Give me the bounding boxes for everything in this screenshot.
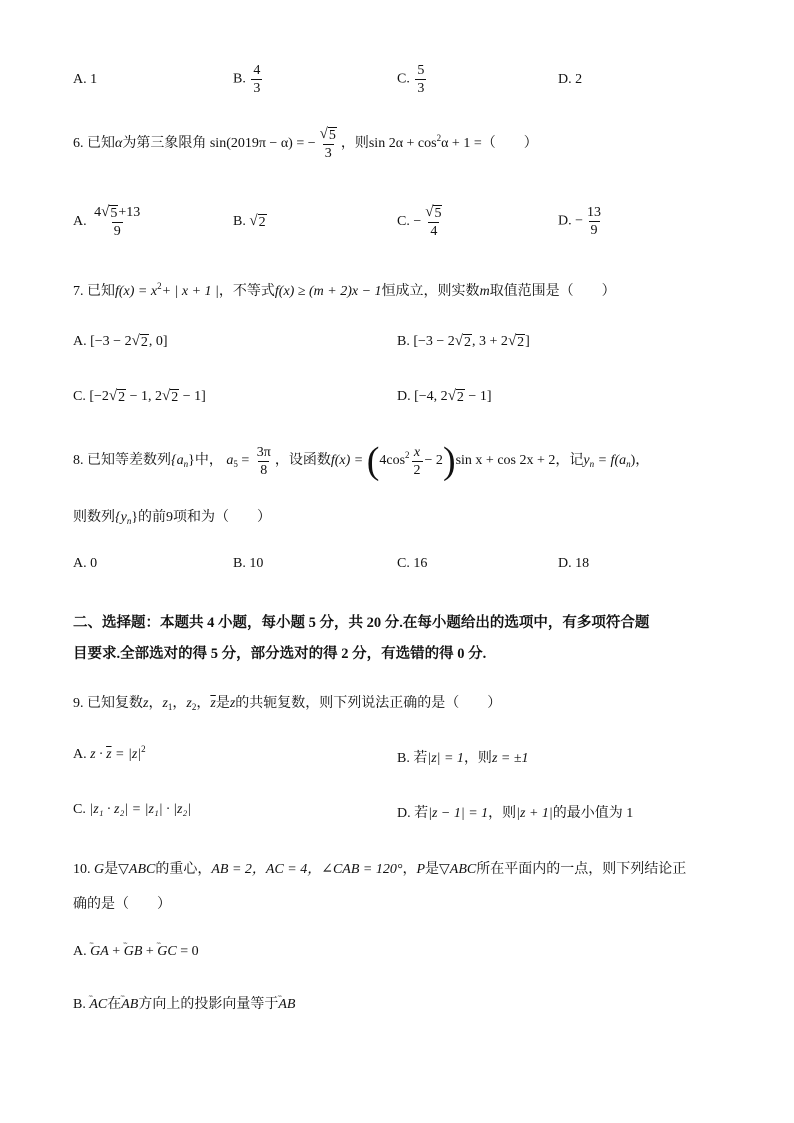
fraction: √ 5 3 — [319, 126, 336, 161]
fraction: $\frac{3\pi}{8}$ — [256, 444, 271, 478]
section-2-heading-line2: 目要求.全部选对的得 5 分，部分选对的得 2 分，有选错的得 0 分. — [73, 646, 487, 662]
q7-option-d: D. [−4, 2 √ 2 − 1] — [397, 388, 492, 405]
math-expression: sin(2019π − α) = − — [209, 136, 316, 152]
question-6-stem: 6. 已知α为第三象限角 sin(2019π − α) = − √ 5 3 ，则$\sin 2\alpha + \cos^2\alpha + 1$ =（ ） — [73, 126, 538, 161]
q5-option-d — [558, 72, 582, 88]
q10-option-b: B. ˷˷ AC在˷˷ AB方向上的投影向量等于˷˷ AB — [73, 993, 295, 1013]
section-2-heading-line1: 二、选择题：本题共 4 小题，每小题 5 分，共 20 分.在每小题给出的选项中，有多项符合题 — [73, 615, 650, 631]
q6-option-c: C. − √ 5 4 — [397, 204, 446, 240]
question-8-stem-line1: 8. 已知等差数列$\{a_n\}$中， $a_5$ = $\frac{3\pi}{8}$ ，设函数$f(x) = (4\cos^2$ $\frac{x}{2}$ − 2)sin x + cos 2x + 2，记$y_n = f(a_n)$， — [73, 440, 650, 482]
question-10-stem-line2: 确的是（ ） — [73, 897, 171, 912]
option-value: 2 — [575, 72, 583, 87]
question-10-stem-line1: 10. G是▽ABC的重心，AB = 2，AC = 4，∠CAB = 120°，P是▽ABC所在平面内的一点，则下列结论正 — [73, 862, 687, 877]
q10-option-a: A. ˷˷ GA + ˷˷ GB + ˷˷ GC = 0 — [73, 944, 199, 960]
q7-option-c: C. [−2 √ 2 − 1, 2 √ 2 − 1] — [73, 388, 206, 405]
q8-option-d: D. 18 — [558, 556, 590, 571]
option-label: B. — [233, 71, 246, 87]
q8-option-c: C. 16 — [397, 556, 428, 571]
option-label: C. — [397, 71, 410, 87]
fraction: $\frac{4}{3}$ — [253, 63, 261, 96]
q9-option-b: B. 若|z| = 1，则z = ±1 — [397, 751, 529, 766]
q7-option-a: A. [−3 − 2 √ 2 , 0] — [73, 333, 168, 350]
q5-option-a — [73, 72, 97, 88]
question-9-stem: 9. 已知复数z，$z_1$，$z_2$，$\overline{z}$是z的共轭复数，则下列说法正确的是（ ） — [73, 696, 502, 712]
option-value: 1 — [90, 72, 98, 87]
q6-option-a: A. 4 √ 5 +13 9 — [73, 204, 141, 239]
q6-option-b: B. √ 2 — [233, 213, 266, 230]
question-8-stem-line2: 则数列$\{y_n\}$的前9项和为（ ） — [73, 510, 272, 526]
q5-options — [0, 0, 794, 110]
q9-option-c: C. |z₁ · z₂| = |z₁| · |z₂| — [73, 802, 192, 817]
option-label: A. — [73, 72, 87, 87]
fraction: $\frac{x}{2}$ — [413, 444, 421, 478]
option-label: D. — [558, 72, 572, 87]
q5-option-c — [397, 62, 428, 97]
q9-option-d: D. 若|z − 1| = 1，则|z + 1|的最小值为 1 — [397, 806, 634, 821]
q9-option-a: A. $z \cdot \overline{z} = |z|^2$ — [73, 744, 146, 762]
q6-option-d: D. − $\frac{13}{9}$ — [558, 205, 602, 238]
fraction: $\frac{5}{3}$ — [417, 63, 425, 96]
fraction: 4 √ 5 +13 9 — [94, 204, 141, 239]
q8-option-b: B. 10 — [233, 556, 264, 571]
q5-option-b — [233, 62, 264, 97]
fraction: $\frac{13}{9}$ — [587, 205, 602, 238]
q8-option-a: A. 0 — [73, 556, 98, 571]
question-7-stem: 7. 已知$f(x) = x^2+$ | x + 1 |，不等式f(x) ≥ (m + 2)x − 1恒成立，则实数m取值范围是（ ） — [73, 281, 616, 299]
q7-option-b: B. [−3 − 2 √ 2 , 3 + 2 √ 2 ] — [397, 333, 530, 350]
fraction: √ 5 4 — [425, 204, 442, 239]
